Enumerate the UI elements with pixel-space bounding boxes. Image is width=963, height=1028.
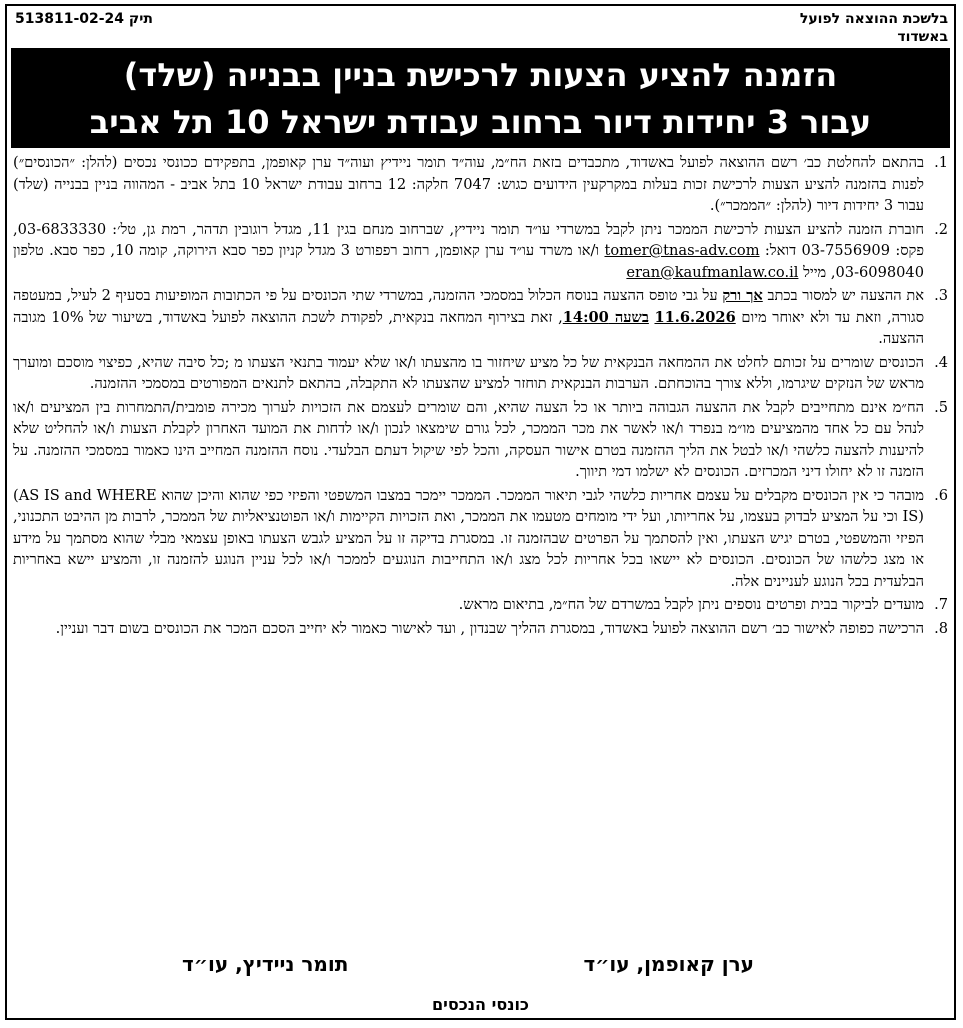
email-link-tomer[interactable]: tomer@tnas-adv.com xyxy=(604,242,760,259)
office-block xyxy=(800,10,948,46)
clause-number: 1. xyxy=(934,154,948,171)
clause-7 xyxy=(13,594,948,616)
clause-4 xyxy=(13,352,948,395)
email-link-eran[interactable]: eran@kaufmanlaw.co.il xyxy=(626,263,799,281)
clause-text-a: חוברת הזמנה להציע הצעות לרכישת הממכר ניתן לקבל במשרדי עו״ד תומר ניידיץ, שברחוב מנחם בגין 11, מגדל רוגובין תדהר, רמת גן, טל׳: 03-6833330, פקס: 03-7556909 דואל: xyxy=(13,220,924,259)
clause-3 xyxy=(13,285,948,350)
clause-text-b: על גבי טופס ההצעה בנוסח הכלול במסמכי ההזמנה, במשרדי שתי הכונסים על פי הכתובות המופיעות בסעיף 2 לעיל, במעטפה סגורה, וזאת עד ולא יאוחר מיום xyxy=(13,287,924,326)
clause-text-b: ו/או משרד עו״ד ערן קאופמן, רחוב רפפורט 3 מגדל קניון כפר סבא הירוקה, קומה 10, כפר סבא. טלפון 03-6098040, מייל xyxy=(13,242,924,281)
notice-body xyxy=(13,152,950,641)
clause-text-b: וכי על המציע לבדוק בעצמו, על אחריותו, ועל ידי מומחים מטעמו את הממכר, ואת הזכויות הקיימות ו/או הפוטנציאליות של הממכר, לרבות מן ההיבט התכנוני, הפיזי והמשפטי, בטרם יגיש הצעתו, ואין להסתמך על הפרטים שבהזמנה זו. במסגרת בדיקה זו על המציע לגבש הצעתו באופן עצמאי מבלי שהוא מסתמך על מידע או מצג כלשהו של הכונסים. הכונסים לא יישאו בכל אחריות לכל מצג ו/או התחייבות הנוגעים לממכר ו/או לכל עניין הנוגע להזמנה זו, והמציע יישא באחריות הבלעדית בכל הנוגע לעניינים אלה. xyxy=(13,508,924,590)
deadline-date: 11.6.2026 xyxy=(654,308,736,326)
office-line-1: בלשכת ההוצאה לפועל xyxy=(799,11,948,27)
clause-6 xyxy=(13,485,948,593)
deadline-time: בשעה 14:00 xyxy=(562,308,649,326)
clause-number: 5. xyxy=(934,398,948,416)
clause-number: 3. xyxy=(934,287,948,304)
legal-notice xyxy=(5,4,956,1020)
clause-text-a: את ההצעה יש למסור בכתב xyxy=(767,287,924,304)
title-banner xyxy=(11,48,950,148)
clause-5 xyxy=(13,397,948,483)
clause-number: 8. xyxy=(934,619,948,637)
footer-receivers: כונסי הנכסים xyxy=(432,995,529,1014)
header-bar xyxy=(7,6,954,46)
case-block xyxy=(15,10,153,46)
emphasis-only: אך ורק xyxy=(722,287,763,304)
clause-8 xyxy=(13,618,948,640)
clause-text: הרכישה כפופה לאישור כב׳ רשם ההוצאה לפועל באשדוד, במסגרת ההליך שבנדון , ועד לאישור כאמור לא יחייב הסכם המכר את הכונסים בשום דבר ועניין. xyxy=(55,619,924,637)
case-number: 513811-02-24 xyxy=(15,11,125,27)
clause-text-a: מובהר כי אין הכונסים מקבלים על עצמם אחריות כלשהי לגבי תיאור הממכר. הממכר יימכר במצבו המשפטי והפיזי כפי שהוא והיכן שהוא xyxy=(161,486,925,504)
clause-text: מועדים לביקור בבית ופרטים נוספים ניתן לקבל במשרדם של הח״מ, בתיאום מראש. xyxy=(458,596,924,613)
as-is-clause: (AS IS and WHERE IS) xyxy=(13,486,924,525)
signer-kaufman: ערן קאופמן, עו״ד xyxy=(583,952,754,976)
clause-1 xyxy=(13,152,948,217)
clause-number: 2. xyxy=(934,220,948,238)
clause-number: 7. xyxy=(934,596,948,613)
office-line-2: באשדוד xyxy=(897,29,948,45)
clause-number: 4. xyxy=(934,353,948,371)
clause-number: 6. xyxy=(934,486,948,504)
clause-text: בהתאם להחלטת כב׳ רשם ההוצאה לפועל באשדוד, מתכבדים בזאת הח״מ, עוה״ד תומר ניידיץ ועוה״ד ערן קאופמן, בתפקידם ככונסי נכסים (להלן: ״הכונסים״) לפנות בהזמנה להציע הצעות לרכישת זכות בעלות במקרקעין הידועים כגוש: 7047 חלקה: 12 ברחוב עבודת ישראל 10 בתל אביב - המהווה בניין בבנייה (שלד) עבור 3 יחידות דיור (להלן: ״הממכר״). xyxy=(13,154,924,214)
title-line-2: עבור 3 יחידות דיור ברחוב עבודת ישראל 10 תל אביב xyxy=(89,103,872,141)
title-line-1: הזמנה להציע הצעות לרכישת בניין בבנייה (שלד) xyxy=(123,56,838,94)
clause-text-c: , זאת בצירוף המחאה בנקאית, לפקודת לשכת ההוצאה לפועל באשדוד, בשיעור של 10% מגובה ההצעה. xyxy=(13,308,924,347)
clauses-list xyxy=(13,152,950,639)
signature-row xyxy=(7,952,954,982)
signer-naiditz: תומר ניידיץ, עו״ד xyxy=(182,952,349,976)
clause-text: הח״מ אינם מתחייבים לקבל את ההצעה הגבוהה ביותר או כל הצעה שהיא, והם שומרים לעצמם את הזכויות לערוך מכירה פומבית/התמחרות בין המציעים ו/או לנהל עם כל אחד מהמציעים מו״מ בנפרד ו/או לאשר את מכר הממכר, לכל גורם שימצאו לנכון ו/או לדחות את המועד האחרון לקבלת הצעות ו/או להחליט שלא להיענות להצעה כלשהי ו/או לבטל את הליך ההזמנה בטרם אישור העסקה, והכל לפי שיקול דעתם הבלעדי. נוסח ההזמנה המחייב הינו כאמור במסמכי ההזמנה. על הזמנה זו לא יחולו דיני המכרזים. הכונסים לא ישלמו דמי תיווך. xyxy=(13,398,924,480)
clause-text: הכונסים שומרים על זכותם לחלט את ההמחאה הבנקאית של כל מציע שיחזור בו מהצעתו ו/או שלא יעמוד בתנאי הצעתו מ ;כל סיבה שהיא, כפיצוי מוסכם ומוערך מראש של הנזקים שיגרמו, וללא צורך בהוכחתם. הערבות הבנקאית תוחזר למציע שהצעתו לא התקבלה, בהתאם לתנאים המפורטים במסמכי ההזמנה. xyxy=(13,353,924,392)
case-label: תיק xyxy=(128,11,153,27)
clause-2 xyxy=(13,219,948,284)
